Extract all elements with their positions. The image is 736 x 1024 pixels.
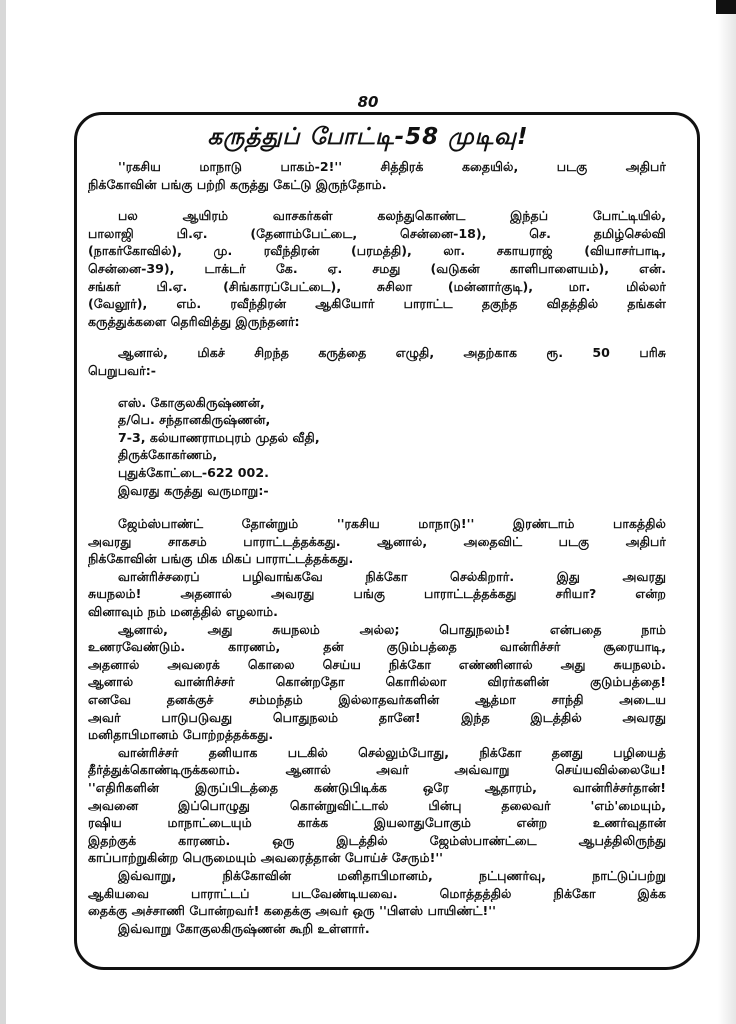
text-line: வான்ரிச்சர் தனியாக படகில் செல்லும்போது, நிக்கோ தனது பழியைத் bbox=[118, 744, 666, 760]
text-line: 7-3, கல்யாணராமபுரம் முதல் வீதி, bbox=[118, 429, 320, 445]
text-line: பாலாஜி பி.ஏ. (தேனாம்பேட்டை, சென்னை-18), செ. தமிழ்செல்வி bbox=[88, 225, 666, 241]
page-number: 80 bbox=[357, 93, 379, 111]
text-line: எஸ். கோகுலகிருஷ்ணன், bbox=[118, 394, 265, 410]
text-line: இவரது கருத்து வருமாறு:- bbox=[118, 482, 269, 498]
text-line: இவ்வாறு, நிக்கோவின் மனிதாபிமானம், நட்புணர்வு, நாட்டுப்பற்று bbox=[118, 867, 666, 883]
text-line: (வேலூர்), எம். ரவீந்திரன் ஆகியோர் பாராட்ட தகுந்த விதத்தில் தங்கள் bbox=[88, 296, 666, 312]
paragraph bbox=[88, 568, 666, 621]
text-line: சென்னை-39), டாக்டர் கே. ஏ. சமது (வடுகன் காளிபாளையம்), என். bbox=[88, 260, 666, 276]
text-line: ரஷிய மாநாட்டையும் காக்க இயலாதுபோகும் என்ற உணர்வுதான் bbox=[88, 815, 666, 831]
text-line: அதனால் அவரைக் கொலை செய்ய நிக்கோ எண்ணினால் அது சுயநலம். bbox=[88, 656, 666, 672]
text-line: காப்பாற்றுகின்ற பெருமையும் அவரைத்தான் போய்ச் சேரும்!'' bbox=[88, 850, 444, 866]
text-line: அவரது சாகசம் பாராட்டத்தக்கது. ஆனால், அதைவிட் படகு அதிபர் bbox=[88, 533, 666, 549]
text-line: உணரவேண்டும். காரணம், தன் குடும்பத்தை வான்ரிச்சர் சூரையாடி, bbox=[88, 639, 666, 655]
text-line: ஜேம்ஸ்பாண்ட் தோன்றும் ''ரகசிய மாநாடு!'' இரண்டாம் பாகத்தில் bbox=[118, 516, 666, 532]
text-line: ''எதிரிகளின் இருப்பிடத்தை கண்டுபிடிக்க ஒரே ஆதாரம், வான்ரிச்சர்தான்! bbox=[88, 780, 666, 795]
article-title: கருத்துப் போட்டி-58 முடிவு! bbox=[207, 124, 529, 150]
paragraph bbox=[88, 744, 666, 867]
text-line: திருக்கோகர்ணம், bbox=[118, 447, 218, 463]
text-line: வான்ரிச்சரைப் பழிவாங்கவே நிக்கோ செல்கிறார். இது அவரது bbox=[118, 568, 666, 584]
text-line: ''ரகசிய மாநாடு பாகம்-2!'' சித்திரக் கதையில், படகு அதிபர் bbox=[118, 159, 666, 174]
text-line: எனவே தனக்குச் சம்மந்தம் இல்லாதவர்களின் ஆத்மா சாந்தி அடைய bbox=[88, 692, 666, 708]
text-line: ஆனால் வான்ரிச்சர் கொன்றதோ கொரில்லா விரர்களின் குடும்பத்தை! bbox=[88, 674, 666, 690]
text-line: அவனை இப்பொழுது கொன்றுவிட்டால் பின்பு தலைவர் 'எம்'மையும், bbox=[88, 797, 666, 813]
paragraph bbox=[88, 207, 666, 330]
text-line: தைக்கு அச்சாணி போன்றவர்! கதைக்கு அவர் ஒரு ''பிளஸ் பாயிண்ட்!'' bbox=[88, 903, 496, 919]
text-line: ஆகியவை பாராட்டப் படவேண்டியவை. மொத்தத்தில் நிக்கோ இக்க bbox=[88, 885, 666, 901]
text-line: கருத்துக்களை தெரிவித்து இருந்தனர்: bbox=[88, 313, 300, 329]
text-line: நிக்கோவின் பங்கு பற்றி கருத்து கேட்டு இருந்தோம். bbox=[88, 176, 387, 192]
paragraph bbox=[88, 920, 666, 938]
text-line: த/பெ. சந்தானகிருஷ்ணன், bbox=[118, 412, 271, 428]
paragraph bbox=[88, 515, 666, 568]
text-line: ஆனால், அது சுயநலம் அல்ல; பொதுநலம்! என்பதை நாம் bbox=[118, 621, 666, 637]
text-line: இதற்குக் காரணம். ஒரு இடத்தில் ஜேம்ஸ்பாண்ட்டை ஆபத்திலிருந்து bbox=[88, 832, 666, 848]
text-line: அவர் பாடுபடுவது பொதுநலம் தானே! இந்த இடத்தில் அவரது bbox=[88, 709, 666, 725]
text-line: தீர்த்துக்கொண்டிருக்கலாம். ஆனால் அவர் அவ்வாறு செய்யவில்லையே! bbox=[88, 762, 666, 778]
paragraph bbox=[88, 344, 666, 379]
text-line: இவ்வாறு கோகுலகிருஷ்ணன் கூறி உள்ளார். bbox=[118, 920, 370, 936]
text-line: நிக்கோவின் பங்கு மிக மிகப் பாராட்டத்தக்கது. bbox=[88, 551, 354, 567]
text-line: சுயநலம்! அதனால் அவரது பங்கு பாராட்டத்தக்கது சரியா? என்ற bbox=[88, 586, 666, 602]
scan-corner-mark bbox=[716, 0, 736, 14]
paragraph bbox=[88, 158, 666, 193]
text-line: பெறுபவர்:- bbox=[88, 362, 156, 378]
text-line: புதுக்கோட்டை-622 002. bbox=[118, 464, 269, 480]
text-line: சங்கர் பி.ஏ. (சிங்காரப்பேட்டை), சுசிலா (மன்னார்குடி), மா. மில்லர் bbox=[88, 278, 666, 294]
text-line: ஆனால், மிகச் சிறந்த கருத்தை எழுதி, அதற்காக ரூ. 50 பரிசு bbox=[118, 345, 666, 361]
winner-address bbox=[88, 394, 666, 500]
paragraph bbox=[88, 867, 666, 920]
scan-right-edge bbox=[718, 0, 736, 1024]
text-line: பல ஆயிரம் வாசகர்கள் கலந்துகொண்ட இந்தப் போட்டியில், bbox=[118, 208, 666, 224]
paragraph bbox=[88, 621, 666, 744]
text-line: வினாவும் நம் மனத்தில் எழலாம். bbox=[88, 604, 278, 620]
article-body bbox=[88, 158, 666, 951]
text-line: (நாகர்கோவில்), மு. ரவீந்திரன் (பரமத்தி), லா. சகாயராஜ் (வியாசர்பாடி, bbox=[88, 243, 666, 259]
text-line: மனிதாபிமானம் போற்றத்தக்கது. bbox=[88, 727, 274, 743]
scan-left-edge bbox=[0, 0, 6, 1024]
